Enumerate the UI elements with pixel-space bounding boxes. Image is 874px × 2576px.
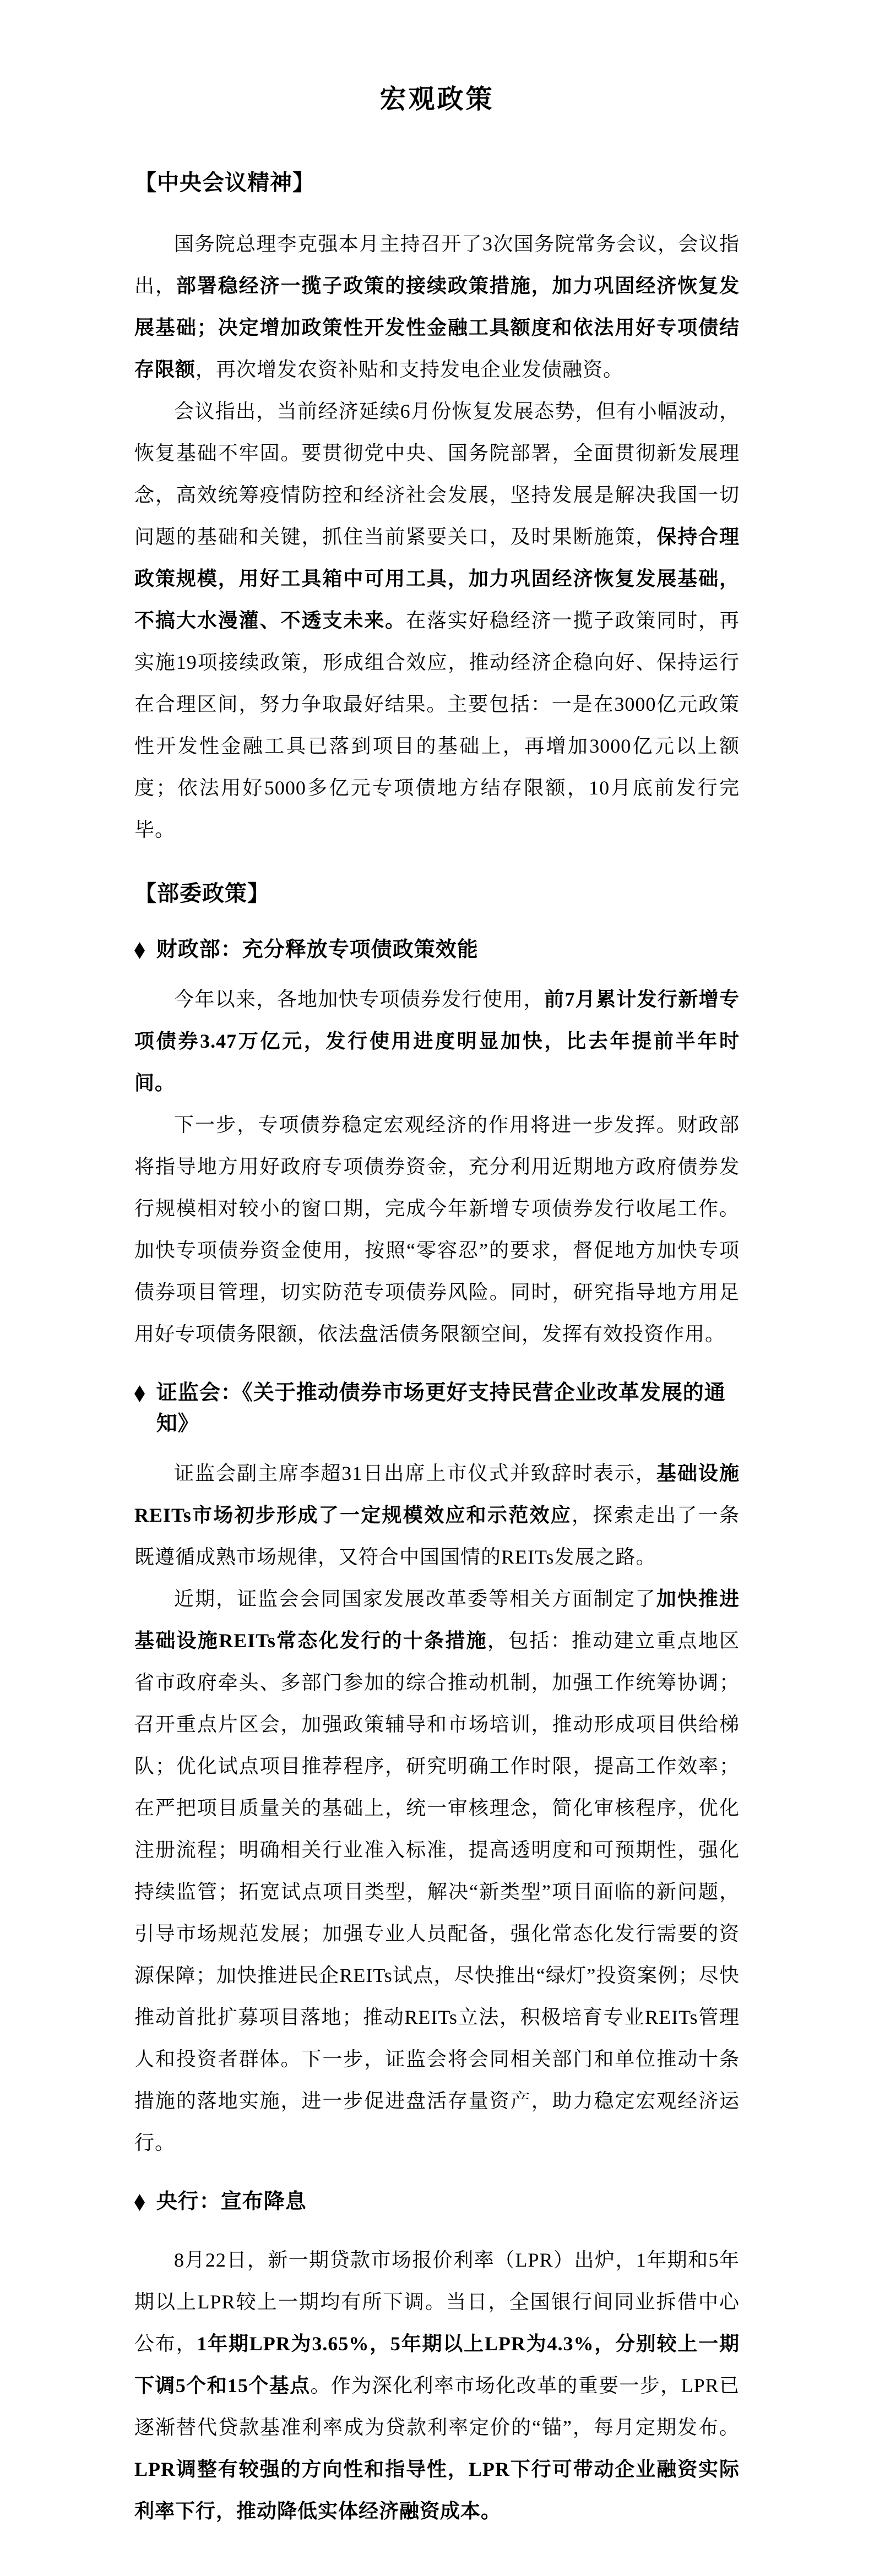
bold-text-run: 基础设施REITs市场初步形成了一定规模效应和示范效应 — [134, 1462, 740, 1526]
text-run: 在落实好稳经济一揽子政策同时，再实施19项接续政策，形成组合效应，推动经济企稳向好、保持运行在合理区间，努力争取最好结果。主要包括：一是在3000亿元政策性开发性金融工具已落到项目的基础上，再增加3000亿元以上额度；依法用好5000多亿元专项债地方结存限额，10月底前发行完毕。 — [134, 609, 740, 841]
bullet-heading — [134, 934, 740, 965]
text-run: 下一步，专项债券稳定宏观经济的作用将进一步发挥。财政部将指导地方用好政府专项债券资金，充分利用近期地方政府债券发行规模相对较小的窗口期，完成今年新增专项债券发行收尾工作。加快专项债券资金使用，按照“零容忍”的要求，督促地方加快专项债券项目管理，切实防范专项债券风险。同时，研究指导地方用足用好专项债务限额，依法盘活债务限额空间，发挥有效投资作用。 — [134, 1114, 740, 1345]
text-run: ，探索走出了一条既遵循成熟市场规律，又符合中国国情的REITs发展之路。 — [134, 1504, 740, 1568]
text-run: 证监会副主席李超31日出席上市仪式并致辞时表示， — [174, 1462, 656, 1484]
bold-text-run: 加快推进基础设施REITs常态化发行的十条措施 — [134, 1588, 740, 1652]
section-header: 【中央会议精神】 — [134, 170, 315, 195]
paragraph — [134, 223, 740, 390]
paragraph — [134, 978, 740, 1104]
text-run: 国务院总理李克强本月主持召开了3次国务院常务会议，会议指出， — [134, 233, 740, 297]
text-run: 近期，证监会会同国家发展改革委等相关方面制定了 — [174, 1588, 656, 1610]
text-run: 会议指出，当前经济延续6月份恢复发展态势，但有小幅波动，恢复基础不牢固。要贯彻党中央、国务院部署，全面贯彻新发展理念，高效统筹疫情防控和经济社会发展，坚持发展是解决我国一切问题的基础和关键，抓住当前紧要关口，及时果断施策， — [134, 400, 740, 548]
paragraph — [134, 1452, 740, 1578]
paragraph — [134, 1104, 740, 1355]
text-run: 今年以来，各地加快专项债券发行使用， — [174, 988, 544, 1010]
bold-text-run: 部署稳经济一揽子政策的接续政策措施，加力巩固经济恢复发展基础；决定增加政策性开发性金融工具额度和依法用好专项债结存限额 — [134, 275, 740, 380]
bullet-heading — [134, 2186, 740, 2217]
paragraph — [134, 390, 740, 851]
diamond-bullet-icon: ◆ — [134, 2188, 145, 2213]
document-title: 宏观政策 — [379, 85, 495, 114]
bold-text-run: 前7月累计发行新增专项债券3.47万亿元，发行使用进度明显加快，比去年提前半年时间。 — [134, 988, 740, 1094]
bullet-heading-text: 财政部：充分释放专项债政策效能 — [156, 938, 479, 961]
text-run: 。作为深化利率市场化改革的重要一步，LPR已逐渐替代贷款基准利率成为贷款利率定价的“锚”，每月定期发布。 — [134, 2375, 740, 2438]
paragraph — [134, 2239, 740, 2532]
bullet-heading — [134, 1377, 740, 1439]
bold-text-run: LPR调整有较强的方向性和指导性，LPR下行可带动企业融资实际利率下行，推动降低实体经济融资成本。 — [134, 2458, 740, 2522]
bold-text-run: 保持合理政策规模，用好工具箱中可用工具，加力巩固经济恢复发展基础，不搞大水漫灌、不透支未来。 — [134, 526, 740, 631]
bold-text-run: 1年期LPR为3.65%，5年期以上LPR为4.3%，分别较上一期下调5个和15个基点 — [134, 2333, 740, 2397]
bullet-heading-text: 央行：宣布降息 — [156, 2190, 307, 2213]
text-run: ，包括：推动建立重点地区省市政府牵头、多部门参加的综合推动机制，加强工作统筹协调；召开重点片区会，加强政策辅导和市场培训，推动形成项目供给梯队；优化试点项目推荐程序，研究明确工作时限，提高工作效率；在严把项目质量关的基础上，统一审核理念，简化审核程序，优化注册流程；明确相关行业准入标准，提高透明度和可预期性，强化持续监管；拓宽试点项目类型，解决“新类型”项目面临的新问题，引导市场规范发展；加强专业人员配备，强化常态化发行需要的资源保障；加快推进民企REITs试点，尽快推出“绿灯”投资案例；尽快推动首批扩募项目落地；推动REITs立法，积极培育专业REITs管理人和投资者群体。下一步，证监会将会同相关部门和单位推动十条措施的落地实施，进一步促进盘活存量资产，助力稳定宏观经济运行。 — [134, 1630, 740, 2154]
diamond-bullet-icon: ◆ — [134, 1380, 145, 1404]
diamond-bullet-icon: ◆ — [134, 936, 145, 961]
text-run: ，再次增发农资补贴和支持发电企业发债融资。 — [196, 358, 624, 380]
document-body — [134, 167, 740, 2532]
text-run: 8月22日，新一期贷款市场报价利率（LPR）出炉，1年期和5年期以上LPR较上一期均有所下调。当日，全国银行间同业拆借中心公布， — [134, 2249, 740, 2355]
bullet-heading-text: 证监会：《关于推动债券市场更好支持民营企业改革发展的通知》 — [156, 1381, 726, 1435]
section-header: 【部委政策】 — [134, 881, 270, 906]
paragraph — [134, 1578, 740, 2164]
